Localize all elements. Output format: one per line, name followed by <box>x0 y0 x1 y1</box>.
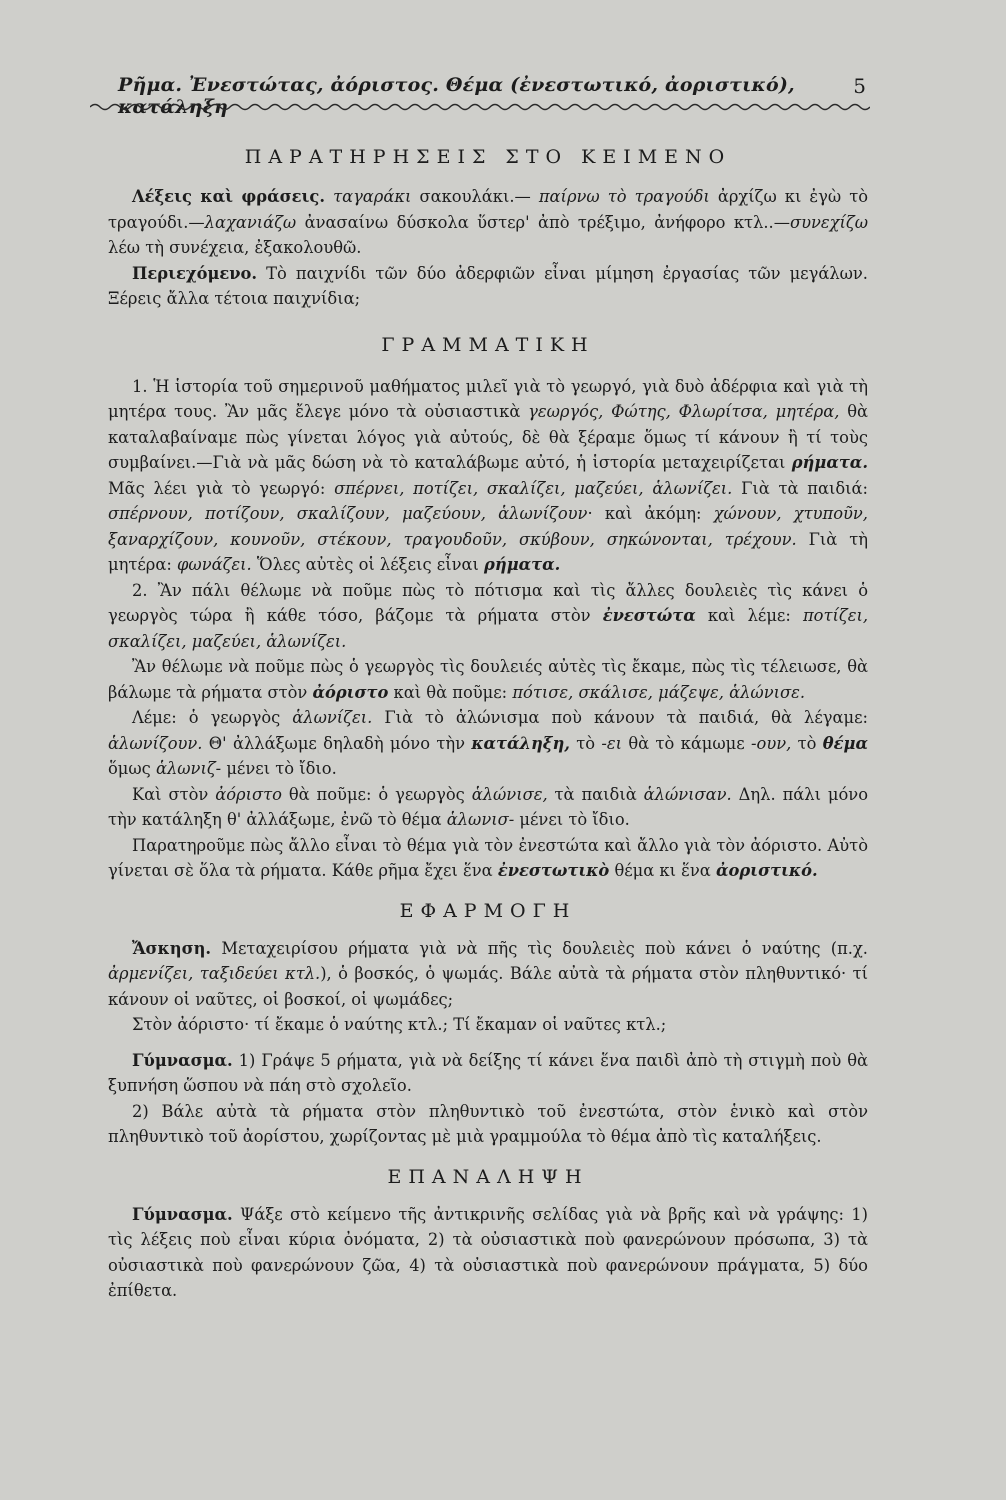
paragraph-exercise-aorist: Στὸν ἀόριστο· τί ἔκαμε ὁ ναύτης κτλ.; Τί ἔκαμαν οἱ ναῦτες κτλ.; <box>132 1015 667 1034</box>
label-content: Περιεχόμενο. <box>132 263 258 283</box>
paragraph-grammar-3: Ἂν θέλωμε νὰ ποῦμε πὼς ὁ γεωργὸς τὶς δουλειές αὐτὲς τὶς ἔκαμε, πὼς τὶς τέλειωσε, θὰ βάλωμε τὰ ρήματα στὸν ἀόριστο καὶ θὰ ποῦμε: πότισε, σκάλισε, μάζεψε, ἁλώνισε. <box>108 657 868 702</box>
paragraph-grammar-2: 2. Ἂν πάλι θέλωμε νὰ ποῦμε πὼς τὸ πότισμα καὶ τὶς ἄλλες δουλειὲς τὶς κάνει ὁ γεωργὸς τώρα ἢ κάθε τόσο, βάζομε τὰ ρήματα στὸν ἐνεστώτα καὶ λέμε: ποτίζει, σκαλίζει, μαζεύει, ἁλωνίζει. <box>108 580 868 651</box>
paragraph-drill-2: 2) Βάλε αὐτὰ τὰ ρήματα στὸν πληθυντικὸ τοῦ ἐνεστώτα, στὸν ἑνικὸ καὶ στὸν πληθυντικὸ τοῦ ἀορίστου, χωρίζοντας μὲ μιὰ γραμμούλα τὸ θέμα ἀπὸ τὶς καταλήξεις. <box>108 1101 868 1146</box>
section-heading-application: ΕΦΑΡΜΟΓΗ <box>399 899 577 922</box>
paragraph-words-phrases: Λέξεις καὶ φράσεις. ταγαράκι σακουλάκι.— παίρνω τὸ τραγούδι ἀρχίζω κι ἐγὼ τὸ τραγούδι.—λαχανιάζω ἀνασαίνω δύσκολα ὕστερ' ἀπὸ τρέξιμο, ἀνήφορο κτλ..—συνεχίζω λέω τὴ συνέχεια, ἐξακολουθῶ. <box>108 187 868 257</box>
label-revision-drill: Γύμνασμα. <box>132 1204 233 1224</box>
wavy-divider <box>90 100 870 114</box>
label-exercise: Ἄσκηση. <box>132 938 212 958</box>
header-title: Ρῆμα. Ἐνεστώτας, ἀόριστος. Θέμα (ἐνεστωτικό, ἀοριστικό), κατάληξη <box>118 74 795 118</box>
paragraph-revision-drill: Γύμνασμα. Ψάξε στὸ κείμενο τῆς ἀντικρινῆς σελίδας γιὰ νὰ βρῆς καὶ νὰ γράψης: 1) τὶς λέξεις ποὺ εἶναι κύρια ὀνόματα, 2) τὰ οὐσιαστικὰ ποὺ φανερώνουν πρόσωπα, 3) τὰ οὐσιαστικὰ ποὺ φανερώνουν ζῶα, 4) τὰ οὐσιαστικὰ ποὺ φανερώνουν πράγματα, 5) δύο ἐπίθετα. <box>108 1204 868 1300</box>
paragraph-grammar-5: Καὶ στὸν ἀόριστο θὰ ποῦμε: ὁ γεωργὸς ἁλώνισε, τὰ παιδιὰ ἁλώνισαν. Δηλ. πάλι μόνο τὴν κατάληξη θ' ἀλλάξωμε, ἐνῶ τὸ θέμα ἁλωνισ- μένει τὸ ἴδιο. <box>108 784 869 829</box>
section-heading-revision: ΕΠΑΝΑΛΗΨΗ <box>387 1165 589 1188</box>
page-body <box>108 140 868 1304</box>
paragraph-content: Περιεχόμενο. Τὸ παιχνίδι τῶν δύο ἀδερφιῶν εἶναι μίμηση ἐργασίας τῶν μεγάλων. Ξέρεις ἄλλα τέτοια παιχνίδια; <box>108 263 868 308</box>
paragraph-exercise: Ἄσκηση. Μεταχειρίσου ρήματα γιὰ νὰ πῆς τὶς δουλειὲς ποὺ κάνει ὁ ναύτης (π.χ. ἀρμενίζει, ταξιδεύει κτλ.), ὁ βοσκός, ὁ ψωμάς. Βάλε αὐτὰ τὰ ρήματα στὸν πληθυντικό· τί κάνουν οἱ ναῦτες, οἱ βοσκοί, οἱ ψωμάδες; <box>108 938 868 1009</box>
spacer <box>108 1038 868 1048</box>
paragraph-drill-1: Γύμνασμα. 1) Γράψε 5 ρήματα, γιὰ νὰ δείξης τί κάνει ἕνα παιδὶ ἀπὸ τὴ στιγμὴ ποὺ θὰ ξυπνήση ὥσπου νὰ πάη στὸ σχολεῖο. <box>108 1050 868 1095</box>
page-number: 5 <box>853 74 866 98</box>
section-heading-grammar: ΓΡΑΜΜΑΤΙΚΗ <box>381 333 595 356</box>
paragraph-grammar-4: Λέμε: ὁ γεωργὸς ἁλωνίζει. Γιὰ τὸ ἁλώνισμα ποὺ κάνουν τὰ παιδιά, θὰ λέγαμε: ἁλωνίζουν. Θ' ἀλλάξωμε δηλαδὴ μόνο τὴν κατάληξη, τὸ -ει θὰ τὸ κάμωμε -ουν, τὸ θέμα ὅμως ἁλωνιζ- μένει τὸ ἴδιο. <box>108 708 869 778</box>
label-drill: Γύμνασμα. <box>132 1050 233 1070</box>
label-words-phrases: Λέξεις καὶ φράσεις. <box>132 187 326 206</box>
section-heading-observations: ΠΑΡΑΤΗΡΗΣΕΙΣ ΣΤΟ ΚΕΙΜΕΝΟ <box>244 146 732 168</box>
paragraph-grammar-1: 1. Ἡ ἱστορία τοῦ σημερινοῦ μαθήματος μιλεῖ γιὰ τὸ γεωργό, γιὰ δυὸ ἀδέρφια καὶ γιὰ τὴ μητέρα τους. Ἂν μᾶς ἔλεγε μόνο τὰ οὐσιαστικὰ γεωργός, Φώτης, Φλωρίτσα, μητέρα, θὰ καταλαβαίναμε πὼς γίνεται λόγος γιὰ αὐτούς, δὲ θὰ ξέραμε ὅμως τί κάνουν ἢ τί τοὺς συμβαίνει.—Γιὰ νὰ μᾶς δώση νὰ τὸ καταλάβωμε αὐτό, ἡ ἱστορία μεταχειρίζεται ρήματα. Μᾶς λέει γιὰ τὸ γεωργό: σπέρνει, ποτίζει, σκαλίζει, μαζεύει, ἁλωνίζει. Γιὰ τὰ παιδιά: σπέρνουν, ποτίζουν, σκαλίζουν, μαζεύουν, ἁλωνίζουν· καὶ ἀκόμη: χώνουν, χτυποῦν, ξαναρχίζουν, κουνοῦν, στέκουν, τραγουδοῦν, σκύβουν, σηκώνονται, τρέχουν. Γιὰ τὴ μητέρα: φωνάζει. Ὅλες αὐτὲς οἱ λέξεις εἶναι ρήματα. <box>108 376 868 574</box>
paragraph-grammar-6: Παρατηροῦμε πὼς ἄλλο εἶναι τὸ θέμα γιὰ τὸν ἐνεστώτα καὶ ἄλλο γιὰ τὸν ἀόριστο. Αὐτὸ γίνεται σὲ ὅλα τὰ ρήματα. Κάθε ρῆμα ἔχει ἕνα ἐνεστωτικὸ θέμα κι ἕνα ἀοριστικό. <box>108 835 868 880</box>
